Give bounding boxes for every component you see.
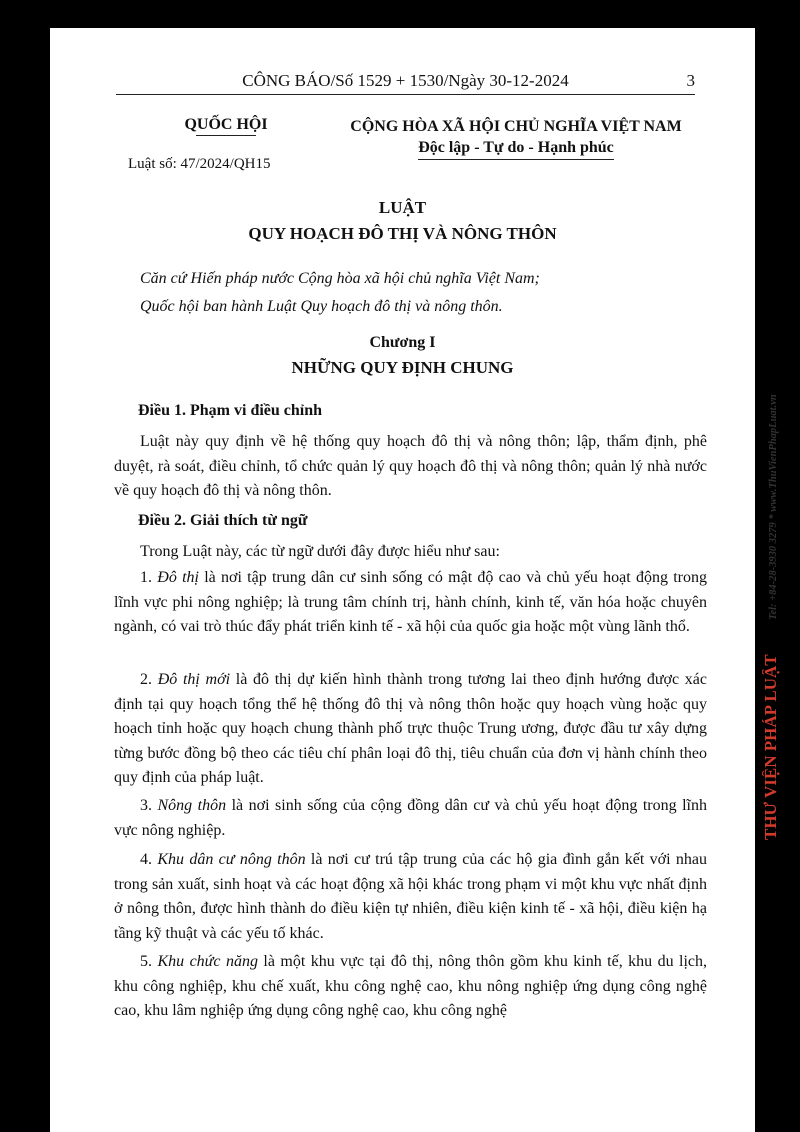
issuer: QUỐC HỘI [184, 116, 268, 133]
law-title: QUY HOẠCH ĐÔ THỊ VÀ NÔNG THÔN [248, 224, 557, 243]
defined-term: Khu chức năng [157, 953, 258, 970]
watermark-brand: THƯ VIỆN PHÁP LUẬT [762, 654, 780, 840]
national-heading [336, 116, 696, 160]
article-1-text: Luật này quy định về hệ thống quy hoạch đô thị và nông thôn; lập, thẩm định, phê duyệt, rà soát, điều chỉnh, tổ chức quản lý quy hoạch đô thị và nông thôn; quản lý nhà nước về quy hoạch đô thị và nông thôn. [114, 433, 707, 499]
article-2-intro: Trong Luật này, các từ ngữ dưới đây được hiểu như sau: [140, 543, 500, 560]
chapter-label: Chương I [369, 334, 436, 351]
definition-item: 5. Khu chức năng là một khu vực tại đô thị, nông thôn gồm khu kinh tế, khu du lịch, khu công nghiệp, khu chế xuất, khu công nghệ cao, khu nông nghiệp ứng dụng công nghệ cao, khu lâm nghiệp ứng dụng công nghệ cao, khu công nghệ [114, 953, 708, 1019]
issuer-block [166, 116, 286, 136]
national-motto: Độc lập - Tự do - Hạnh phúc [418, 137, 614, 160]
article-1-title: Điều 1. Phạm vi điều chỉnh [138, 402, 323, 419]
defined-term: Đô thị mới [157, 671, 231, 688]
defined-term: Khu dân cư nông thôn [157, 851, 306, 868]
document-page [50, 28, 755, 1132]
watermark-svg [762, 150, 798, 870]
defined-term: Đô thị [157, 569, 199, 586]
doc-type: LUẬT [378, 198, 427, 217]
chapter-name: NHỮNG QUY ĐỊNH CHUNG [291, 358, 514, 377]
defined-term: Nông thôn [157, 797, 227, 814]
preamble-line-1: Căn cứ Hiến pháp nước Cộng hòa xã hội chủ nghĩa Việt Nam; [140, 270, 540, 287]
article-2-title: Điều 2. Giải thích từ ngữ [138, 512, 308, 529]
vertical-watermark [762, 150, 798, 870]
gazette-header [116, 71, 695, 95]
country-name: CỘNG HÒA XÃ HỘI CHỦ NGHĨA VIỆT NAM [350, 118, 682, 135]
preamble-line-2: Quốc hội ban hành Luật Quy hoạch đô thị và nông thôn. [140, 298, 503, 315]
watermark-contact: Tel: +84-28-3930 3279 * www.ThuVienPhapLuat.vn [768, 394, 779, 620]
definition-item: 4. Khu dân cư nông thôn là nơi cư trú tập trung của các hộ gia đình gắn kết với nhau trong sản xuất, sinh hoạt và các hoạt động xã hội khác trong phạm vi một khu vực nhất định ở nông thôn, được hình thành do điều kiện tự nhiên, điều kiện kinh tế - xã hội, điều kiện hạ tầng kỹ thuật và các yếu tố khác. [114, 851, 707, 942]
law-number: Luật số: 47/2024/QH15 [128, 156, 271, 172]
page-number: 3 [686, 71, 695, 90]
definition-item: 3. Nông thôn là nơi sinh sống của cộng đồng dân cư và chủ yếu hoạt động trong lĩnh vực nông nghiệp. [114, 797, 708, 839]
publication-info: CÔNG BÁO/Số 1529 + 1530/Ngày 30-12-2024 [242, 71, 569, 90]
definition-item: 1. Đô thị là nơi tập trung dân cư sinh sống có mật độ cao và chủ yếu hoạt động trong lĩnh vực phi nông nghiệp; là trung tâm chính trị, hành chính, kinh tế, văn hóa hoặc chuyên ngành, có vai trò thúc đẩy phát triển kinh tế - xã hội của quốc gia hoặc một vùng lãnh thổ. [114, 569, 708, 635]
definition-item: 2. Đô thị mới là đô thị dự kiến hình thành trong tương lai theo định hướng được xác định tại quy hoạch tổng thể hệ thống đô thị và nông thôn hoặc quy hoạch vùng hoặc quy hoạch tỉnh hoặc quy hoạch chung thành phố trực thuộc Trung ương, được đầu tư xây dựng từng bước đồng bộ theo các tiêu chí phân loại đô thị, tiêu chuẩn của đơn vị hành chính theo quy định của pháp luật. [114, 671, 708, 786]
issuer-underline [196, 135, 256, 136]
